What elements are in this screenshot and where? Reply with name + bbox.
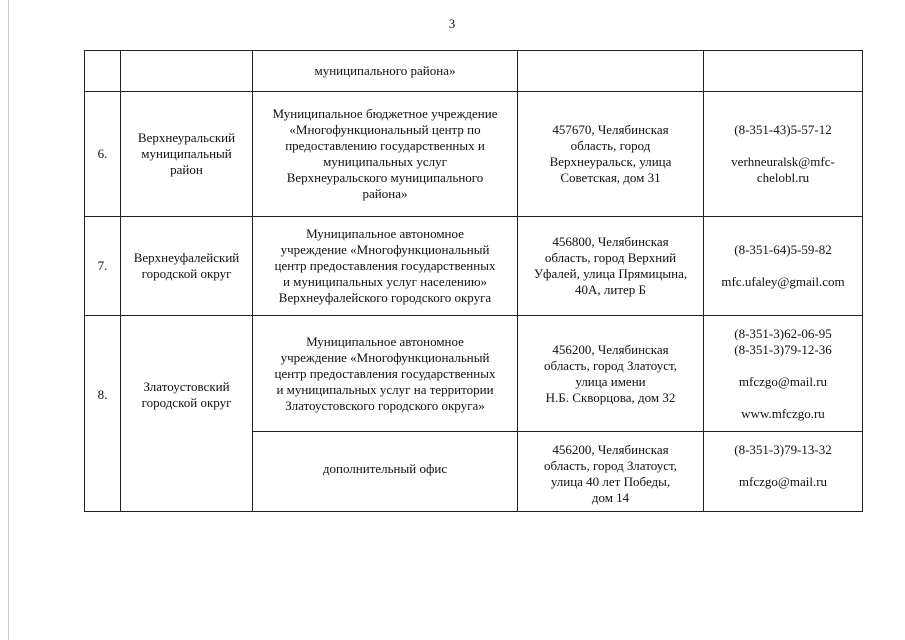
email-line: mfc.ufaley@gmail.com <box>721 274 845 289</box>
institution-line: и муниципальных услуг населению» <box>282 274 488 289</box>
address-line: Советская, дом 31 <box>560 170 661 185</box>
territory-line: городской округ <box>141 394 232 410</box>
address-line: область, город Златоуст, <box>544 458 677 473</box>
address-line: Верхнеуральск, улица <box>549 154 672 169</box>
phone-number: (8-351-43)5-57-12 <box>734 122 832 137</box>
institution-line: предоставлению государственных и <box>285 138 485 153</box>
address-line: область, город Златоуст, <box>544 357 677 373</box>
contact-spacer <box>707 390 859 406</box>
institution-cell <box>253 51 518 92</box>
page-number: 3 <box>448 16 456 31</box>
contacts-cell <box>704 51 863 92</box>
territory-cell <box>121 92 253 217</box>
territory-line: Верхнеуфалейский <box>133 250 240 265</box>
row-number-cell: 7. <box>85 217 121 316</box>
address-line: область, город <box>570 138 651 153</box>
address-line: улица имени <box>575 373 646 389</box>
address-line: улица 40 лет Победы, <box>550 474 671 489</box>
phone-number: (8-351-3)62-06-95 <box>734 325 832 341</box>
phone-number: (8-351-3)79-13-32 <box>734 442 832 457</box>
table-row <box>85 51 863 92</box>
address-line: дом 14 <box>591 490 630 505</box>
address-cell <box>518 217 704 316</box>
institution-line: центр предоставления государственных <box>274 365 496 381</box>
email-line: mfczgo@mail.ru <box>738 373 828 389</box>
territory-line: район <box>170 162 203 177</box>
institution-cell <box>253 316 518 432</box>
table-row <box>85 217 863 316</box>
row-number-cell: 6. <box>85 92 121 217</box>
territory-line: городской округ <box>141 266 232 281</box>
institution-line: Муниципальное автономное <box>306 226 464 241</box>
website-line: www.mfczgo.ru <box>741 405 825 421</box>
address-line: 456200, Челябинская <box>552 341 669 357</box>
contacts-cell <box>704 217 863 316</box>
territory-cell <box>121 217 253 316</box>
institution-line: района» <box>362 186 408 201</box>
phone-number: (8-351-64)5-59-82 <box>734 242 832 257</box>
address-line: 457670, Челябинская <box>552 122 669 137</box>
institution-cell <box>253 217 518 316</box>
address-cell <box>518 432 704 512</box>
institution-line: Златоустовского городского округа» <box>285 397 485 413</box>
address-line: 456200, Челябинская <box>552 442 669 457</box>
page-edge-line <box>8 0 9 640</box>
territory-line: Златоустовский <box>143 378 230 394</box>
institution-cell <box>253 432 518 512</box>
address-line: 40А, литер Б <box>575 282 646 297</box>
contact-spacer <box>707 358 859 374</box>
contacts-cell <box>704 92 863 217</box>
institution-line: Верхнеуфалейского городского округа <box>278 290 492 305</box>
institution-cell <box>253 92 518 217</box>
address-line: 456800, Челябинская <box>552 234 669 249</box>
institution-line: учреждение «Многофункциональный <box>280 349 490 365</box>
address-cell <box>518 92 704 217</box>
institution-line: Муниципальное бюджетное учреждение <box>272 106 498 121</box>
territory-cell <box>121 316 253 512</box>
institution-line: дополнительный офис <box>322 460 448 476</box>
table-row <box>85 316 863 432</box>
contacts-cell <box>704 316 863 432</box>
email-line: mfczgo@mail.ru <box>738 474 828 489</box>
phone-number: (8-351-3)79-12-36 <box>734 341 832 357</box>
institution-line: муниципальных услуг <box>323 154 447 169</box>
email-line: verhneuralsk@mfc- <box>731 154 835 169</box>
email-line: chelobl.ru <box>756 170 810 185</box>
address-cell <box>518 51 704 92</box>
address-line: Н.Б. Скворцова, дом 32 <box>545 389 676 405</box>
contact-spacer <box>707 258 859 274</box>
institution-line: центр предоставления государственных <box>274 258 496 273</box>
address-line: Уфалей, улица Прямицына, <box>533 266 688 281</box>
territory-line: муниципальный <box>141 146 232 161</box>
institution-line: муниципального района» <box>314 63 456 78</box>
contacts-cell <box>704 432 863 512</box>
institution-line: и муниципальных услуг на территории <box>276 381 494 397</box>
mfc-registry-table <box>84 50 863 512</box>
institution-line: Муниципальное автономное <box>306 333 464 349</box>
institution-line: Верхнеуральского муниципального <box>286 170 484 185</box>
row-number-cell <box>85 51 121 92</box>
row-number-cell: 8. <box>85 316 121 512</box>
address-cell <box>518 316 704 432</box>
contact-spacer <box>707 138 859 154</box>
territory-line: Верхнеуральский <box>137 130 236 145</box>
institution-line: учреждение «Многофункциональный <box>280 242 490 257</box>
table-row <box>85 92 863 217</box>
institution-line: «Многофункциональный центр по <box>289 122 481 137</box>
contact-spacer <box>707 458 859 474</box>
address-line: область, город Верхний <box>544 250 677 265</box>
territory-cell <box>121 51 253 92</box>
